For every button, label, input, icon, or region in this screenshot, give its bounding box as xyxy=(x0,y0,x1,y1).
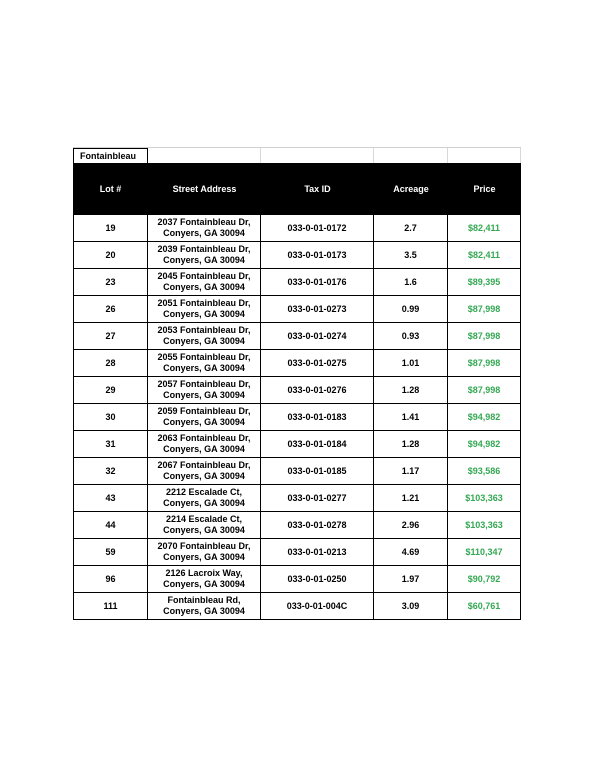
street-address-cell xyxy=(148,323,261,349)
address-line-1: 2037 Fontainbleau Dr, xyxy=(157,217,251,227)
acreage-cell: 1.17 xyxy=(374,458,448,484)
street-address-cell xyxy=(148,593,261,619)
empty-cell xyxy=(374,148,448,163)
lot-number-cell: 59 xyxy=(73,539,148,565)
acreage-cell: 1.28 xyxy=(374,377,448,403)
address-line-2: Conyers, GA 30094 xyxy=(163,417,245,427)
price-cell: $103,363 xyxy=(448,512,521,538)
table-row xyxy=(73,431,521,458)
table-row xyxy=(73,377,521,404)
tax-id-cell: 033-0-01-0213 xyxy=(261,539,374,565)
street-address-cell xyxy=(148,431,261,457)
price-cell: $93,586 xyxy=(448,458,521,484)
street-address-cell xyxy=(148,377,261,403)
column-header-address: Street Address xyxy=(172,184,237,194)
street-address-cell xyxy=(148,458,261,484)
address-line-2: Conyers, GA 30094 xyxy=(163,606,245,616)
address-line-1: 2051 Fontainbleau Dr, xyxy=(157,298,251,308)
price-cell: $87,998 xyxy=(448,323,521,349)
tax-id-cell: 033-0-01-0185 xyxy=(261,458,374,484)
lot-table xyxy=(73,147,521,620)
table-row xyxy=(73,566,521,593)
acreage-cell: 0.93 xyxy=(374,323,448,349)
price-cell: $89,395 xyxy=(448,269,521,295)
empty-cell xyxy=(261,148,374,163)
price-cell: $87,998 xyxy=(448,377,521,403)
acreage-cell: 3.09 xyxy=(374,593,448,619)
address-line-1: 2059 Fontainbleau Dr, xyxy=(157,406,251,416)
address-line-1: 2067 Fontainbleau Dr, xyxy=(157,460,251,470)
tax-id-cell: 033-0-01-0275 xyxy=(261,350,374,376)
acreage-cell: 1.21 xyxy=(374,485,448,511)
tax-id-cell: 033-0-01-0276 xyxy=(261,377,374,403)
street-address-cell xyxy=(148,269,261,295)
price-cell: $94,982 xyxy=(448,404,521,430)
address-line-1: 2055 Fontainbleau Dr, xyxy=(157,352,251,362)
sheet-title: Fontainbleau xyxy=(73,148,148,163)
tax-id-cell: 033-0-01-0184 xyxy=(261,431,374,457)
street-address-cell xyxy=(148,296,261,322)
table-row xyxy=(73,269,521,296)
lot-number-cell: 19 xyxy=(73,215,148,241)
acreage-cell: 2.7 xyxy=(374,215,448,241)
lot-number-cell: 20 xyxy=(73,242,148,268)
address-line-1: 2053 Fontainbleau Dr, xyxy=(157,325,251,335)
street-address-cell xyxy=(148,242,261,268)
tax-id-cell: 033-0-01-0250 xyxy=(261,566,374,592)
acreage-cell: 1.01 xyxy=(374,350,448,376)
lot-number-cell: 31 xyxy=(73,431,148,457)
address-line-2: Conyers, GA 30094 xyxy=(163,336,245,346)
address-line-1: 2039 Fontainbleau Dr, xyxy=(157,244,251,254)
address-line-1: Fontainbleau Rd, xyxy=(167,595,241,605)
lot-number-cell: 30 xyxy=(73,404,148,430)
table-header xyxy=(73,163,521,215)
table-row xyxy=(73,242,521,269)
street-address-cell xyxy=(148,566,261,592)
street-address-cell xyxy=(148,350,261,376)
address-line-2: Conyers, GA 30094 xyxy=(163,471,245,481)
street-address-cell xyxy=(148,215,261,241)
price-cell: $94,982 xyxy=(448,431,521,457)
column-header-tax-id: Tax ID xyxy=(304,184,331,194)
street-address-cell xyxy=(148,404,261,430)
tax-id-cell: 033-0-01-0274 xyxy=(261,323,374,349)
acreage-cell: 2.96 xyxy=(374,512,448,538)
address-line-2: Conyers, GA 30094 xyxy=(163,552,245,562)
lot-number-cell: 44 xyxy=(73,512,148,538)
address-line-2: Conyers, GA 30094 xyxy=(163,282,245,292)
price-cell: $110,347 xyxy=(448,539,521,565)
street-address-cell xyxy=(148,539,261,565)
lot-number-cell: 23 xyxy=(73,269,148,295)
table-row xyxy=(73,323,521,350)
price-cell: $87,998 xyxy=(448,296,521,322)
acreage-cell: 1.6 xyxy=(374,269,448,295)
lot-number-cell: 111 xyxy=(73,593,148,619)
tax-id-cell: 033-0-01-004C xyxy=(261,593,374,619)
table-row xyxy=(73,215,521,242)
acreage-cell: 4.69 xyxy=(374,539,448,565)
lot-number-cell: 27 xyxy=(73,323,148,349)
empty-cell xyxy=(448,148,521,163)
acreage-cell: 0.99 xyxy=(374,296,448,322)
tax-id-cell: 033-0-01-0273 xyxy=(261,296,374,322)
address-line-1: 2063 Fontainbleau Dr, xyxy=(157,433,251,443)
address-line-2: Conyers, GA 30094 xyxy=(163,498,245,508)
tax-id-cell: 033-0-01-0176 xyxy=(261,269,374,295)
table-row xyxy=(73,512,521,539)
table-row xyxy=(73,593,521,620)
address-line-2: Conyers, GA 30094 xyxy=(163,390,245,400)
column-header-price: Price xyxy=(473,184,496,194)
street-address-cell xyxy=(148,485,261,511)
acreage-cell: 3.5 xyxy=(374,242,448,268)
street-address-cell xyxy=(148,512,261,538)
table-row xyxy=(73,350,521,377)
lot-number-cell: 43 xyxy=(73,485,148,511)
empty-cell xyxy=(148,148,261,163)
acreage-cell: 1.41 xyxy=(374,404,448,430)
address-line-2: Conyers, GA 30094 xyxy=(163,363,245,373)
table-row xyxy=(73,485,521,512)
address-line-2: Conyers, GA 30094 xyxy=(163,309,245,319)
address-line-2: Conyers, GA 30094 xyxy=(163,525,245,535)
tax-id-cell: 033-0-01-0277 xyxy=(261,485,374,511)
column-header-acreage: Acreage xyxy=(393,184,429,194)
lot-number-cell: 32 xyxy=(73,458,148,484)
table-row xyxy=(73,458,521,485)
lot-number-cell: 26 xyxy=(73,296,148,322)
address-line-1: 2057 Fontainbleau Dr, xyxy=(157,379,251,389)
price-cell: $90,792 xyxy=(448,566,521,592)
price-cell: $82,411 xyxy=(448,242,521,268)
column-header-lot: Lot # xyxy=(99,184,122,194)
table-body xyxy=(73,215,521,620)
sheet-title-row xyxy=(73,147,521,163)
acreage-cell: 1.97 xyxy=(374,566,448,592)
tax-id-cell: 033-0-01-0172 xyxy=(261,215,374,241)
table-row xyxy=(73,539,521,566)
acreage-cell: 1.28 xyxy=(374,431,448,457)
price-cell: $82,411 xyxy=(448,215,521,241)
address-line-1: 2126 Lacroix Way, xyxy=(165,568,243,578)
tax-id-cell: 033-0-01-0183 xyxy=(261,404,374,430)
address-line-1: 2214 Escalade Ct, xyxy=(165,514,243,524)
lot-number-cell: 29 xyxy=(73,377,148,403)
tax-id-cell: 033-0-01-0173 xyxy=(261,242,374,268)
address-line-1: 2212 Escalade Ct, xyxy=(165,487,243,497)
address-line-2: Conyers, GA 30094 xyxy=(163,228,245,238)
address-line-2: Conyers, GA 30094 xyxy=(163,579,245,589)
price-cell: $87,998 xyxy=(448,350,521,376)
lot-number-cell: 96 xyxy=(73,566,148,592)
lot-number-cell: 28 xyxy=(73,350,148,376)
address-line-2: Conyers, GA 30094 xyxy=(163,444,245,454)
tax-id-cell: 033-0-01-0278 xyxy=(261,512,374,538)
table-row xyxy=(73,296,521,323)
address-line-1: 2070 Fontainbleau Dr, xyxy=(157,541,251,551)
price-cell: $103,363 xyxy=(448,485,521,511)
price-cell: $60,761 xyxy=(448,593,521,619)
address-line-1: 2045 Fontainbleau Dr, xyxy=(157,271,251,281)
address-line-2: Conyers, GA 30094 xyxy=(163,255,245,265)
table-row xyxy=(73,404,521,431)
